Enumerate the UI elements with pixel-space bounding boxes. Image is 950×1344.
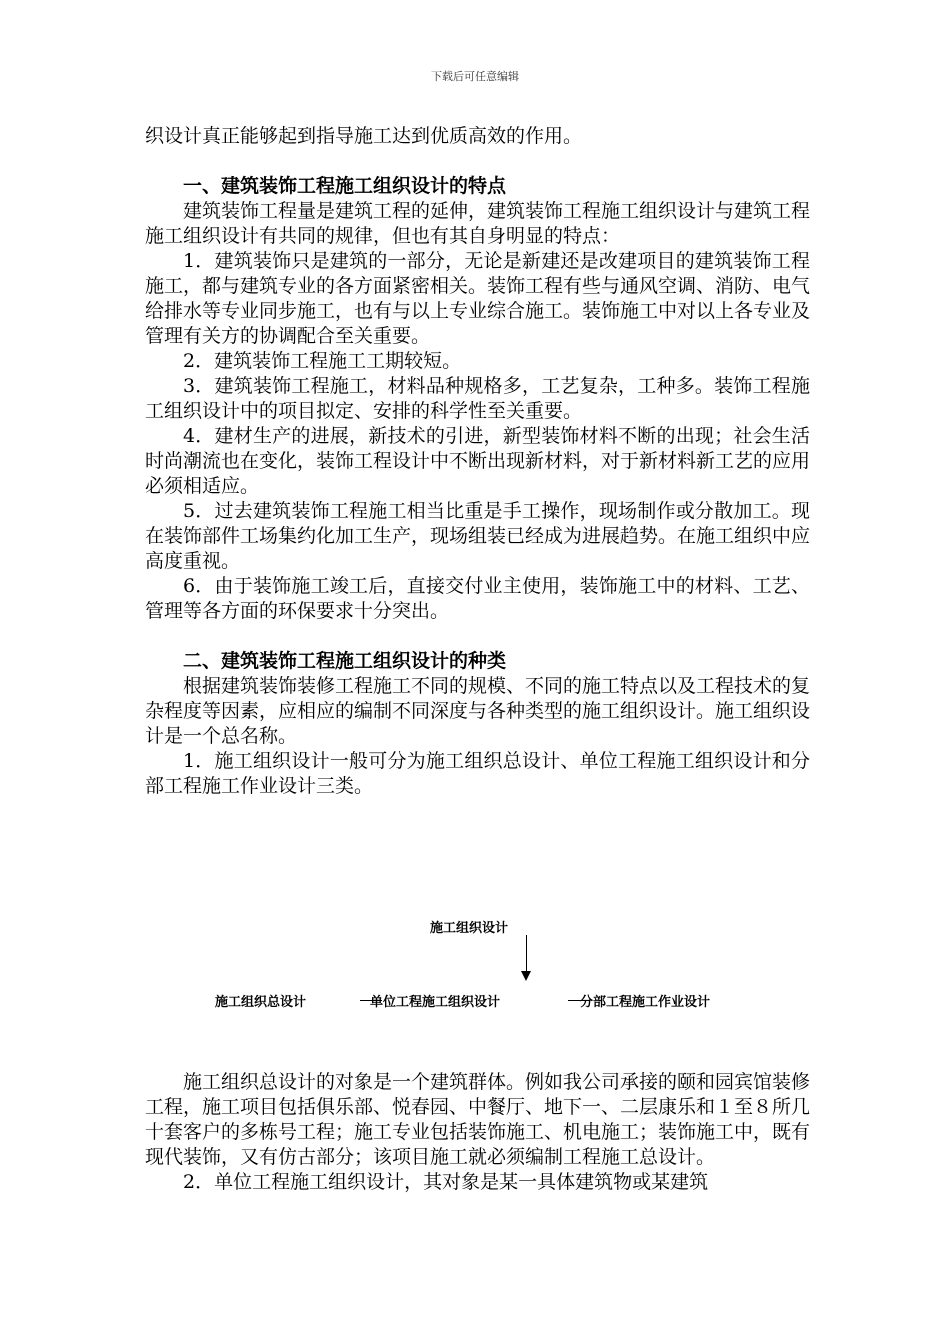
section1-item-4: 4．建材生产的进展，新技术的引进，新型装饰材料不断的出现；社会生活时尚潮流也在变化，装饰工程设计中不断出现新材料，对于新材料新工艺的应用必须相适应。: [145, 425, 811, 497]
section1-item-6: 6．由于装饰施工竣工后，直接交付业主使用，装饰施工中的材料、工艺、管理等各方面的环保要求十分突出。: [145, 575, 810, 622]
org-design-diagram: [190, 905, 770, 1025]
continuation-paragraph: 织设计真正能够起到指导施工达到优质高效的作用。: [145, 125, 583, 147]
document-body-top: [145, 124, 810, 799]
section1-intro: 建筑装饰工程量是建筑工程的延伸，建筑装饰工程施工组织设计与建筑工程施工组织设计有共同的规律，但也有其自身明显的特点：: [145, 200, 811, 247]
section-heading-1: 一、建筑装饰工程施工组织设计的特点: [183, 175, 507, 197]
section3-paragraph-2: 2．单位工程施工组织设计，其对象是某一具体建筑物或某建筑: [183, 1171, 709, 1193]
section1-item-5: 5．过去建筑装饰工程施工相当比重是手工操作，现场制作或分散加工。现在装饰部件工场集约化加工生产，现场组装已经成为进展趋势。在施工组织中应高度重视。: [145, 500, 811, 572]
section3-paragraph-1: 施工组织总设计的对象是一个建筑群体。例如我公司承接的颐和园宾馆装修工程，施工项目包括俱乐部、悦春园、中餐厅、地下一、二层康乐和１至８所几十套客户的多栋号工程；施工专业包括装饰施工、机电施工；装饰施工中，既有现代装饰，又有仿古部分；该项目施工就必须编制工程施工总设计。: [145, 1071, 811, 1168]
diagram-arrow-line: [526, 935, 527, 975]
diagram-root-label: 施工组织设计: [430, 921, 509, 936]
diagram-child-3: 分部工程施工作业设计: [580, 995, 711, 1010]
section1-item-2: 2．建筑装饰工程施工工期较短。: [183, 350, 462, 372]
section2-intro: 根据建筑装饰装修工程施工不同的规模、不同的施工特点以及工程技术的复杂程度等因素，应相应的编制不同深度与各种类型的施工组织设计。施工组织设计是一个总名称。: [145, 675, 811, 747]
arrow-down-icon: [521, 971, 531, 981]
document-body-bottom: [145, 1070, 810, 1195]
diagram-child-1: 施工组织总设计: [215, 995, 307, 1010]
diagram-child-2: 单位工程施工组织设计: [370, 995, 501, 1010]
section1-item-1: 1．建筑装饰只是建筑的一部分，无论是新建还是改建项目的建筑装饰工程施工，都与建筑专业的各方面紧密相关。装饰工程有些与通风空调、消防、电气给排水等专业同步施工，也有与以上专业综合施工。装饰施工中对以上各专业及管理有关方的协调配合至关重要。: [145, 250, 811, 347]
section1-item-3: 3．建筑装饰工程施工，材料品种规格多，工艺复杂，工种多。装饰工程施工组织设计中的项目拟定、安排的科学性至关重要。: [145, 375, 810, 422]
page-header: 下载后可任意编辑: [431, 70, 519, 83]
section-heading-2: 二、建筑装饰工程施工组织设计的种类: [183, 650, 507, 672]
section2-item-1: 1．施工组织设计一般可分为施工组织总设计、单位工程施工组织设计和分部工程施工作业设计三类。: [145, 750, 810, 797]
